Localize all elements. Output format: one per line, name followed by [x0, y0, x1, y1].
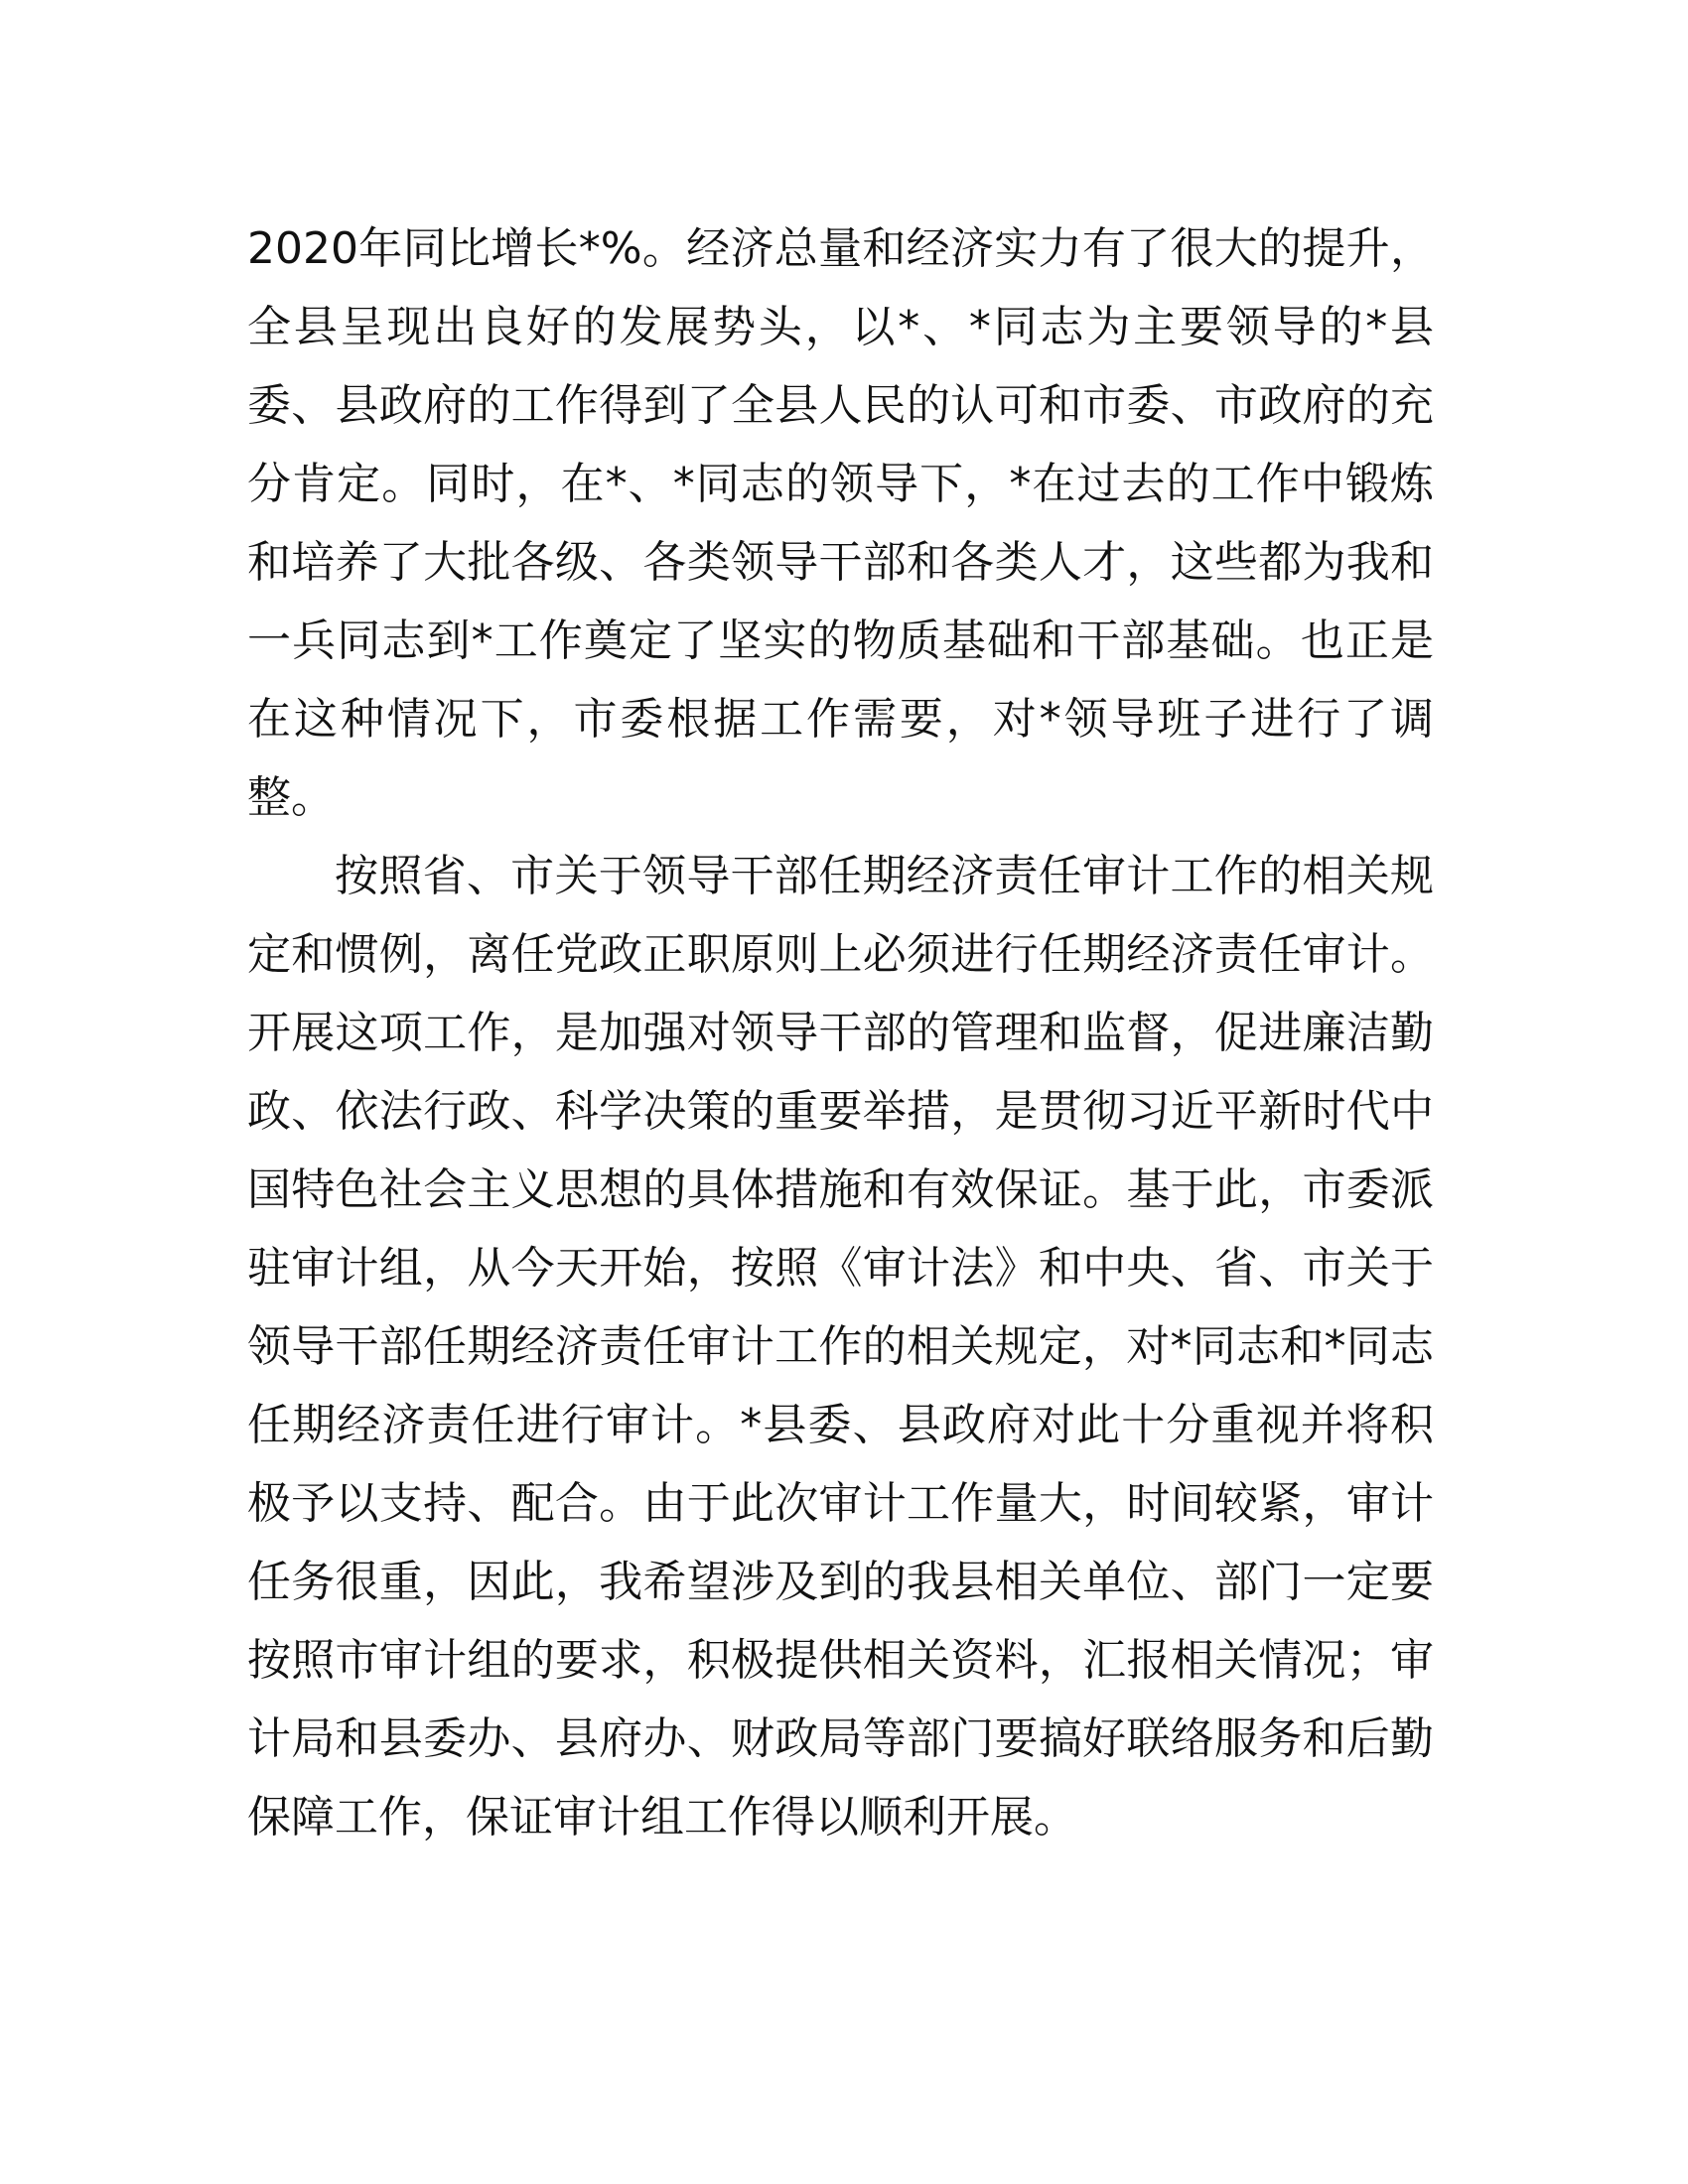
paragraph-continuation: 2020年同比增长*%。经济总量和经济实力有了很大的提升，全县呈现出良好的发展势头，以*、*同志为主要领导的*县委、县政府的工作得到了全县人民的认可和市委、市政府的充分肯定。同时，在*、*同志的领导下，*在过去的工作中锻炼和培养了大批各级、各类领导干部和各类人才，这些都为我和一兵同志到*工作奠定了坚实的物质基础和干部基础。也正是在这种情况下，市委根据工作需要，对*领导班子进行了调整。: [247, 223, 1434, 823]
document-body: [247, 209, 1434, 1856]
paragraph-audit: 按照省、市关于领导干部任期经济责任审计工作的相关规定和惯例，离任党政正职原则上必须进行任期经济责任审计。开展这项工作，是加强对领导干部的管理和监督，促进廉洁勤政、依法行政、科学决策的重要举措，是贯彻习近平新时代中国特色社会主义思想的具体措施和有效保证。基于此，市委派驻审计组，从今天开始，按照《审计法》和中央、省、市关于领导干部任期经济责任审计工作的相关规定，对*同志和*同志任期经济责任进行审计。*县委、县政府对此十分重视并将积极予以支持、配合。由于此次审计工作量大，时间较紧，审计任务很重，因此，我希望涉及到的我县相关单位、部门一定要按照市审计组的要求，积极提供相关资料，汇报相关情况；审计局和县委办、县府办、财政局等部门要搞好联络服务和后勤保障工作，保证审计组工作得以顺利开展。: [247, 851, 1434, 1843]
